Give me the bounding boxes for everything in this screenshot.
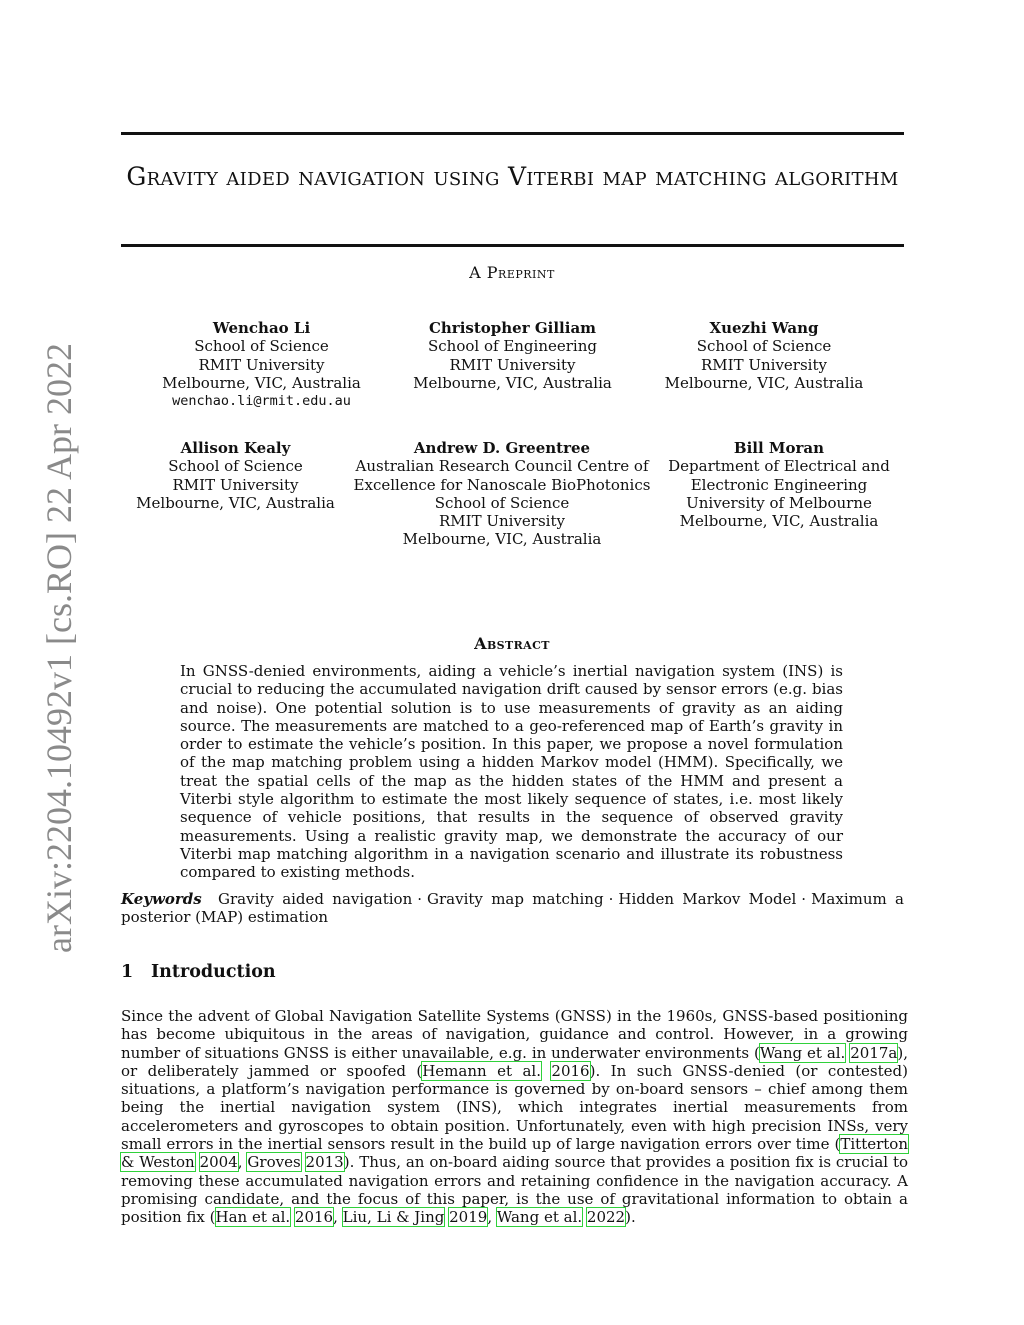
author-name: Bill Moran	[733, 439, 825, 457]
author-block	[655, 319, 873, 392]
author-affiliation: Melbourne, VIC, Australia	[679, 512, 879, 531]
paper-title: Gravity aided navigation using Viterbi map matching algorithm	[126, 162, 899, 191]
section-heading	[121, 962, 276, 982]
citation-year-link[interactable]: 2019	[449, 1208, 488, 1227]
author-block	[395, 319, 630, 392]
citation-year-link[interactable]: 2022	[586, 1208, 626, 1227]
citation-link[interactable]: Wang et al.	[496, 1208, 583, 1227]
citation-year-link[interactable]: 2016	[294, 1208, 334, 1227]
author-affiliation: Melbourne, VIC, Australia	[402, 530, 602, 549]
author-name: Andrew D. Greentree	[413, 439, 591, 457]
author-affiliation: School of Science	[434, 493, 570, 512]
author-affiliation: Melbourne, VIC, Australia	[413, 373, 612, 392]
author-affiliation: School of Engineering	[428, 337, 597, 356]
intro-text: Since the advent of Global Navigation Satellite Systems (GNSS) in the 1960s, GNSS-based positioning has become ubiquitous in the areas of navigation, guidance and control. However, in a growing number of situations GNSS is either unavailable, e.g. in underwater environments (	[121, 1007, 908, 1062]
citation-separator: ,	[487, 1208, 497, 1227]
intro-text: ).	[625, 1208, 636, 1227]
citation-separator: ,	[333, 1208, 343, 1227]
author-affiliation: Electronic Engineering	[690, 475, 868, 494]
keywords-label: Keywords	[121, 890, 202, 908]
author-affiliation: RMIT University	[439, 512, 565, 531]
author-affiliation: School of Science	[168, 457, 303, 476]
title-rule-bottom	[121, 244, 904, 247]
intro-text: ). In such GNSS-denied (or contested) situations, a platform’s navigation performance is governed by on-board sensors – chief among them being the inertial navigation system (INS), which integrates inertial measurements from accelerometers and gyroscopes to obtain position. Unfortunately, even with high precision INSs, very small errors in the inertial sensors result in the build up of large navigation errors over time (	[121, 1061, 908, 1154]
author-block	[118, 439, 353, 512]
keyword-item: Gravity map matching	[427, 890, 604, 908]
author-affiliation: Melbourne, VIC, Australia	[664, 373, 864, 392]
author-affiliation: Australian Research Council Centre of	[355, 457, 649, 476]
author-affiliation: Department of Electrical and	[668, 457, 890, 476]
arxiv-id-text: arXiv:2204.10492v1 [cs.RO] 22 Apr 2022	[39, 342, 79, 953]
citation-link[interactable]: Han et al.	[215, 1208, 291, 1227]
author-affiliation: RMIT University	[198, 355, 325, 374]
preprint-label: A Preprint	[469, 263, 555, 282]
citation-year-link[interactable]: 2013	[305, 1153, 344, 1172]
author-affiliation: Melbourne, VIC, Australia	[162, 373, 361, 392]
abstract-heading: Abstract	[474, 634, 550, 653]
author-affiliation: University of Melbourne	[686, 493, 872, 512]
keyword-item: Gravity aided navigation	[218, 890, 413, 908]
citation-year-link[interactable]: 2016	[551, 1061, 590, 1080]
author-block	[662, 439, 896, 530]
section-title: Introduction	[151, 962, 276, 982]
title-rule-top	[121, 132, 904, 135]
author-name: Christopher Gilliam	[428, 319, 597, 337]
citation-link[interactable]: Groves	[247, 1153, 301, 1172]
author-affiliation: RMIT University	[449, 355, 576, 374]
author-name: Xuezhi Wang	[709, 319, 819, 337]
keywords	[121, 890, 904, 927]
author-affiliation: RMIT University	[172, 475, 299, 494]
author-name: Wenchao Li	[212, 319, 311, 337]
citation-separator: ,	[237, 1153, 248, 1172]
section-number: 1	[121, 962, 134, 982]
keyword-separator: ·	[801, 890, 807, 908]
citation-link[interactable]: Liu, Li & Jing	[342, 1208, 445, 1227]
intro-paragraph	[121, 1007, 908, 1227]
author-affiliation: School of Science	[696, 337, 832, 356]
author-affiliation: School of Science	[194, 337, 329, 356]
intro-text: ), or deliberately jammed or spoofed (	[121, 1043, 908, 1080]
keyword-item: Hidden Markov Model	[618, 890, 797, 908]
citation-link[interactable]: Wang et al.	[759, 1043, 846, 1062]
author-affiliation: RMIT University	[701, 355, 827, 374]
author-affiliation: Melbourne, VIC, Australia	[136, 493, 335, 512]
author-name: Allison Kealy	[180, 439, 291, 457]
author-block	[150, 319, 373, 410]
author-affiliation: Excellence for Nanoscale BioPhotonics	[353, 475, 651, 494]
citation-link[interactable]: Hemann et al.	[422, 1061, 541, 1080]
author-email[interactable]: wenchao.li@rmit.edu.au	[172, 393, 351, 410]
citation-year-link[interactable]: 2004	[199, 1153, 238, 1172]
keyword-separator: ·	[608, 890, 614, 908]
citation-link[interactable]: Titterton & Weston	[121, 1135, 908, 1172]
keyword-separator: ·	[417, 890, 423, 908]
citation-year-link[interactable]: 2017a	[850, 1043, 898, 1062]
author-block	[352, 439, 652, 549]
abstract-text: In GNSS-denied environments, aiding a vehicle’s inertial navigation system (INS) is crucial to reducing the accumulated navigation drift caused by sensor errors (e.g. bias and noise). One potential solution is to use measurements of gravity as an aiding source. The measurements are matched to a geo-referenced map of Earth’s gravity in order to estimate the vehicle’s position. In this paper, we propose a novel formulation of the map matching problem using a hidden Markov model (HMM). Specifically, we treat the spatial cells of the map as the hidden states of the HMM and present a Viterbi style algorithm to estimate the most likely sequence of states, i.e. most likely sequence of vehicle positions, that results in the sequence of observed gravity measurements. Using a realistic gravity map, we demonstrate the accuracy of our Viterbi map matching algorithm in a navigation scenario and illustrate its robustness compared to existing methods.	[180, 662, 843, 882]
intro-text: ). Thus, an on-board aiding source that provides a position fix is crucial to removing these accumulated navigation errors and retaining confidence in the navigation accuracy. A promising candidate, and the focus of this paper, is the use of gravitational information to obtain a position fix (	[121, 1153, 908, 1227]
keyword-item: Maximum a posterior (MAP) estimation	[121, 890, 904, 927]
